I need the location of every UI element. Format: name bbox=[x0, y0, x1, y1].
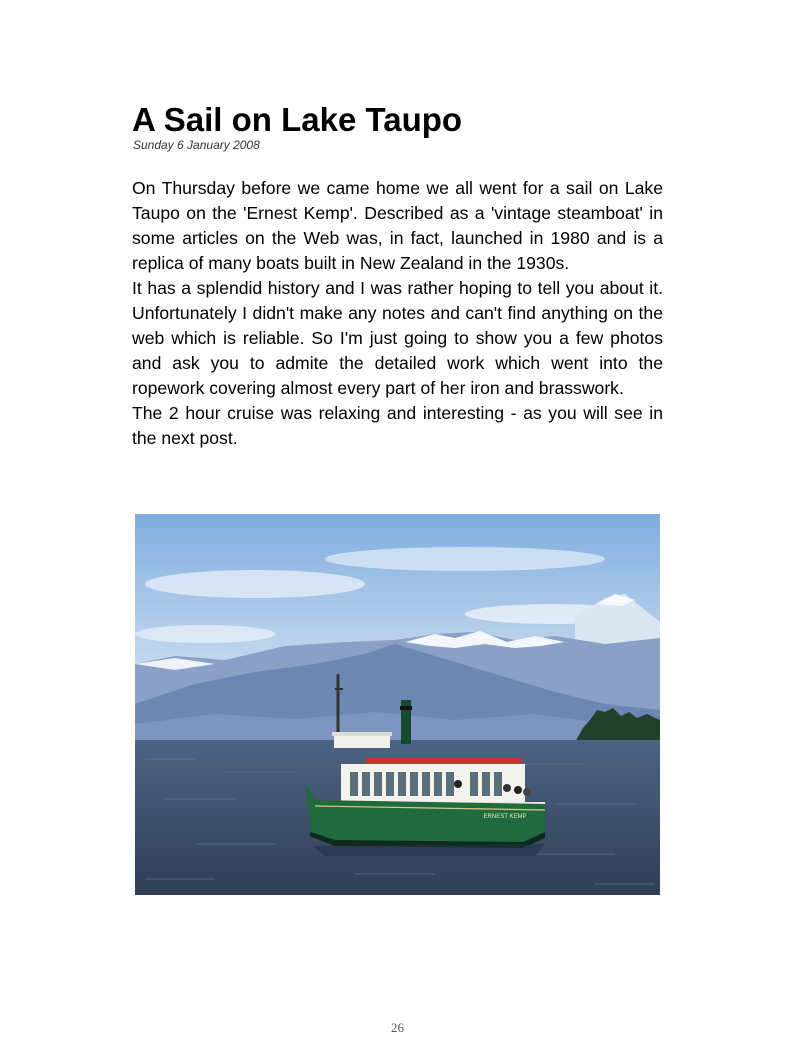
post-title: A Sail on Lake Taupo bbox=[132, 101, 463, 138]
steamboat-photo bbox=[135, 514, 660, 895]
post-body bbox=[132, 176, 663, 451]
paragraph: The 2 hour cruise was relaxing and interesting - as you will see in the next post. bbox=[132, 403, 663, 448]
page-number: 26 bbox=[391, 1020, 404, 1035]
boat-name-plate: ERNEST KEMP bbox=[483, 814, 527, 820]
paragraph: It has a splendid history and I was rather hoping to tell you about it. Unfortunately I didn't make any notes and can't find anything on the web which is reliable. So I'm just going to show you a few photos and ask you to admite the detailed work which went into the ropework covering almost every part of her iron and brasswork. bbox=[132, 278, 663, 398]
post-date: Sunday 6 January 2008 bbox=[133, 138, 260, 152]
paragraph: On Thursday before we came home we all went for a sail on Lake Taupo on the 'Ernest Kemp'. Described as a 'vintage steamboat' in some articles on the Web was, in fact, launched in 1980 and is a replica of many boats built in New Zealand in the 1930s. bbox=[132, 178, 663, 273]
